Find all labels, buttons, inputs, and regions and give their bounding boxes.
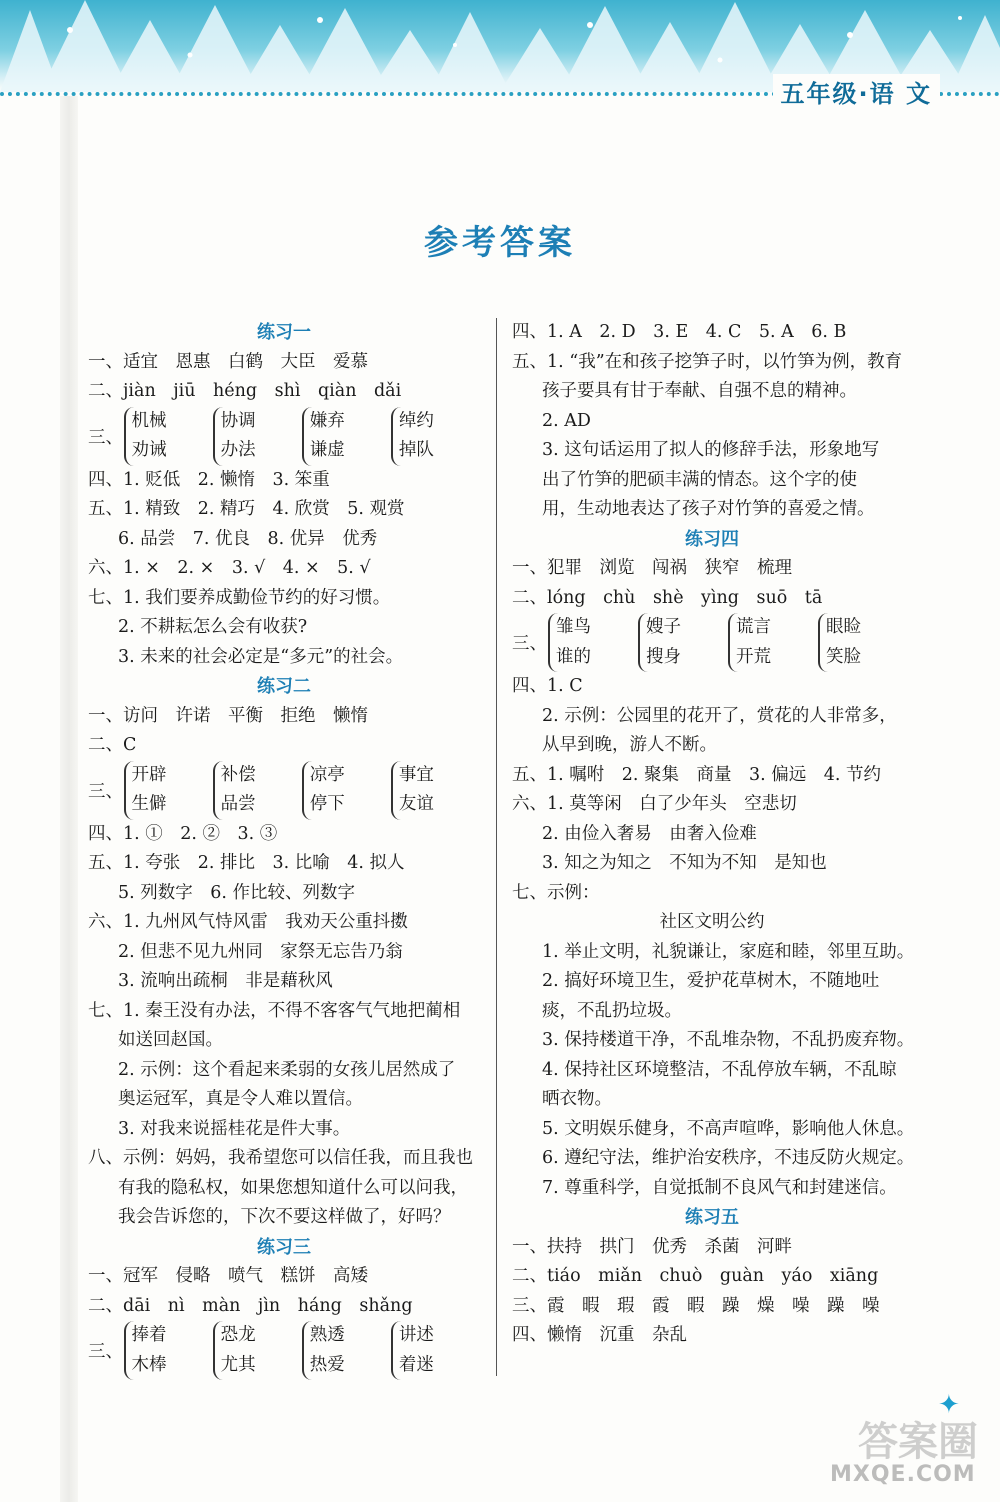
word-pair (124, 1321, 201, 1380)
grade-subject-label: 五年级·语 文 (773, 74, 940, 109)
answer-line: 七、1. 秦王没有办法，不得不客客气气地把蔺相 (88, 1000, 461, 1021)
word: 生僻 (131, 794, 167, 814)
answer-line: 七、1. 我们要养成勤俭节约的好习惯。 (88, 587, 391, 608)
answer-line: 2. AD (542, 410, 591, 431)
right-column (512, 318, 915, 1351)
word-pair (213, 1321, 290, 1380)
answer-line: 一、犯罪 浏览 闯祸 狭窄 梳理 (512, 558, 792, 578)
answer-line: 二、jiàn jiū héng shì qiàn dǎi (88, 381, 402, 401)
word: 协调 (220, 410, 256, 431)
word: 熟透 (309, 1325, 345, 1345)
word-pair (124, 407, 201, 466)
left-column (88, 318, 480, 1380)
word: 嫂子 (646, 617, 681, 637)
answer-line: 从早到晚，游人不断。 (542, 735, 717, 755)
answer-line: 用，生动地表达了孩子对竹笋的喜爱之情。 (542, 499, 875, 519)
answer-line: 如送回赵国。 (118, 1030, 223, 1050)
answer-line: 3. 知之为知之 不知为不知 是知也 (542, 853, 827, 873)
answer-line: 六、1. 莫等闲 白了少年头 空悲切 (512, 794, 797, 814)
answer-line: 一、冠军 侵略 喷气 糕饼 高矮 (88, 1266, 368, 1286)
word-pair (391, 1321, 468, 1380)
word: 掉队 (398, 440, 434, 460)
answer-line: 5. 文明娱乐健身，不高声喧哗，影响他人休息。 (542, 1118, 915, 1139)
answer-line: 7. 尊重科学，自觉抵制不良风气和封建迷信。 (542, 1177, 897, 1198)
answer-line: 4. 保持社区环境整洁，不乱停放车辆，不乱晾 (542, 1059, 897, 1080)
answer-line: 晒衣物。 (542, 1089, 612, 1109)
word-pair (391, 407, 468, 466)
watermark-logo: 答案圈 (858, 1419, 978, 1465)
answer-line: 二、lóng chù shè yìng suō tā (512, 587, 823, 608)
answer-line: 2. 搞好环境卫生，爱护花草树木，不随地吐 (542, 971, 880, 991)
watermark-url: MXQE.COM (830, 1462, 976, 1487)
answer-line: 2. 示例：这个看起来柔弱的女孩儿居然成了 (118, 1059, 456, 1080)
word: 恐龙 (220, 1325, 256, 1345)
word-pair (391, 761, 468, 820)
answer-line: 一、扶持 拱门 优秀 杀菌 河畔 (512, 1236, 792, 1257)
answer-line: 3. 未来的社会必定是“多元”的社会。 (118, 646, 404, 667)
word: 讲述 (398, 1325, 434, 1345)
brace-answer-group (88, 407, 480, 466)
answer-line: 三、霞 暇 瑕 霞 暇 躁 燥 噪 躁 噪 (512, 1295, 880, 1316)
answer-line: 出了竹笋的肥硕丰满的情态。这个字的使 (542, 469, 857, 490)
subheading: 社区文明公约 (659, 912, 765, 932)
answer-line: 一、访问 许诺 平衡 拒绝 懒惰 (88, 705, 368, 726)
question-number: 三、 (88, 781, 123, 802)
answer-line: 二、C (88, 735, 137, 755)
question-number: 三、 (512, 634, 547, 654)
word: 机械 (131, 410, 167, 431)
answer-line: 2. 不耕耘怎么会有收获? (118, 617, 308, 637)
answer-line: 六、1. × 2. × 3. √ 4. × 5. √ (88, 558, 371, 578)
word-pair (302, 1321, 379, 1380)
word: 热爱 (309, 1354, 345, 1375)
word: 停下 (309, 794, 345, 814)
answer-line: 奥运冠军，真是令人难以置信。 (118, 1089, 363, 1109)
word-pair (638, 613, 716, 672)
answer-line: 五、1. 精致 2. 精巧 4. 欣赏 5. 观赏 (88, 499, 405, 519)
answer-line: 3. 流响出疏桐 非是藉秋风 (118, 971, 333, 991)
answer-line: 我会告诉您的，下次不要这样做了，好吗？ (118, 1207, 451, 1227)
word-pair (302, 761, 379, 820)
answer-line: 2. 但悲不见九州同 家祭无忘告乃翁 (118, 941, 403, 962)
word: 雏鸟 (556, 617, 591, 637)
answer-line: 二、tiáo miǎn chuò guàn yáo xiāng (512, 1266, 879, 1286)
answer-line: 3. 保持楼道干净，不乱堆杂物，不乱扔废弃物。 (542, 1030, 915, 1050)
word: 劝诫 (131, 440, 167, 460)
brace-answer-group (88, 1321, 480, 1380)
word: 谦虚 (309, 440, 345, 460)
answer-line: 3. 对我来说摇桂花是件大事。 (118, 1118, 351, 1139)
word: 木棒 (131, 1354, 167, 1375)
question-number: 三、 (88, 427, 123, 448)
word: 办法 (220, 440, 256, 460)
answer-line: 5. 列数字 6. 作比较、列数字 (118, 882, 356, 903)
section-title: 练习四 (685, 528, 739, 550)
answer-line: 6. 品尝 7. 优良 8. 优异 优秀 (118, 528, 378, 549)
word: 凉亭 (309, 764, 345, 785)
word-pair (302, 407, 379, 466)
word: 眼睑 (826, 617, 861, 637)
answer-line: 孩子要具有甘于奉献、自强不息的精神。 (542, 381, 857, 401)
word: 笑脸 (826, 646, 861, 667)
answer-line: 3. 这句话运用了拟人的修辞手法，形象地写 (542, 440, 880, 460)
answer-line: 五、1. “我”在和孩子挖笋子时，以竹笋为例，教育 (512, 351, 903, 372)
word: 着迷 (398, 1354, 434, 1375)
column-divider (496, 318, 497, 1376)
answer-line: 痰，不乱扔垃圾。 (542, 1000, 682, 1021)
word-pair (213, 407, 290, 466)
answer-line: 四、1. A 2. D 3. E 4. C 5. A 6. B (512, 322, 847, 342)
word-pair (728, 613, 806, 672)
word: 谎言 (736, 617, 771, 637)
word-pair (818, 613, 896, 672)
page-edge-shadow (60, 96, 78, 1502)
word: 开荒 (736, 646, 771, 667)
word: 品尝 (220, 794, 256, 814)
star-icon: ✦ (938, 1390, 960, 1420)
answer-line: 四、1. C (512, 676, 583, 696)
word: 开辟 (131, 764, 167, 785)
answer-line: 七、示例： (512, 882, 600, 903)
word: 事宜 (398, 764, 434, 785)
section-title: 练习三 (257, 1236, 311, 1258)
answer-line: 1. 举止文明，礼貌谦让，家庭和睦，邻里互助。 (542, 941, 915, 962)
answer-line: 五、1. 嘱咐 2. 聚集 商量 3. 偏远 4. 节约 (512, 764, 882, 785)
brace-answer-group (88, 761, 480, 820)
answer-line: 6. 遵纪守法，维护治安秩序，不违反防火规定。 (542, 1148, 915, 1168)
word: 嫌弃 (309, 410, 345, 431)
answer-line: 一、适宜 恩惠 白鹤 大臣 爱慕 (88, 351, 368, 372)
question-number: 三、 (88, 1342, 123, 1362)
answer-line: 四、1. ① 2. ② 3. ③ (88, 823, 278, 844)
word: 尤其 (220, 1354, 256, 1375)
section-title: 练习一 (257, 322, 311, 343)
answer-line: 五、1. 夸张 2. 排比 3. 比喻 4. 拟人 (88, 853, 405, 873)
answer-line: 有我的隐私权，如果您想知道什么可以问我， (118, 1177, 468, 1198)
section-title: 练习二 (257, 676, 311, 697)
word: 谁的 (556, 646, 591, 667)
word: 绰约 (398, 410, 434, 431)
section-title: 练习五 (685, 1207, 739, 1228)
answer-line: 2. 示例：公园里的花开了，赏花的人非常多， (542, 705, 897, 726)
word: 捧着 (131, 1325, 167, 1345)
word: 友谊 (398, 794, 434, 814)
word-pair (124, 761, 201, 820)
word-pair (548, 613, 626, 672)
word: 补偿 (220, 764, 256, 785)
word-pair (213, 761, 290, 820)
answer-line: 四、1. 贬低 2. 懒惰 3. 笨重 (88, 469, 330, 490)
answer-line: 八、示例：妈妈，我希望您可以信任我，而且我也 (88, 1148, 473, 1168)
answer-line: 2. 由俭入奢易 由奢入俭难 (542, 823, 757, 844)
answer-line: 四、懒惰 沉重 杂乱 (512, 1325, 687, 1345)
answer-line: 二、dāi nì màn jìn háng shǎng (88, 1295, 413, 1316)
word: 搜身 (646, 646, 681, 667)
answer-line: 六、1. 九州风气恃风雷 我劝天公重抖擞 (88, 912, 408, 932)
brace-answer-group (512, 613, 912, 672)
page-title: 参考答案 (424, 223, 576, 263)
